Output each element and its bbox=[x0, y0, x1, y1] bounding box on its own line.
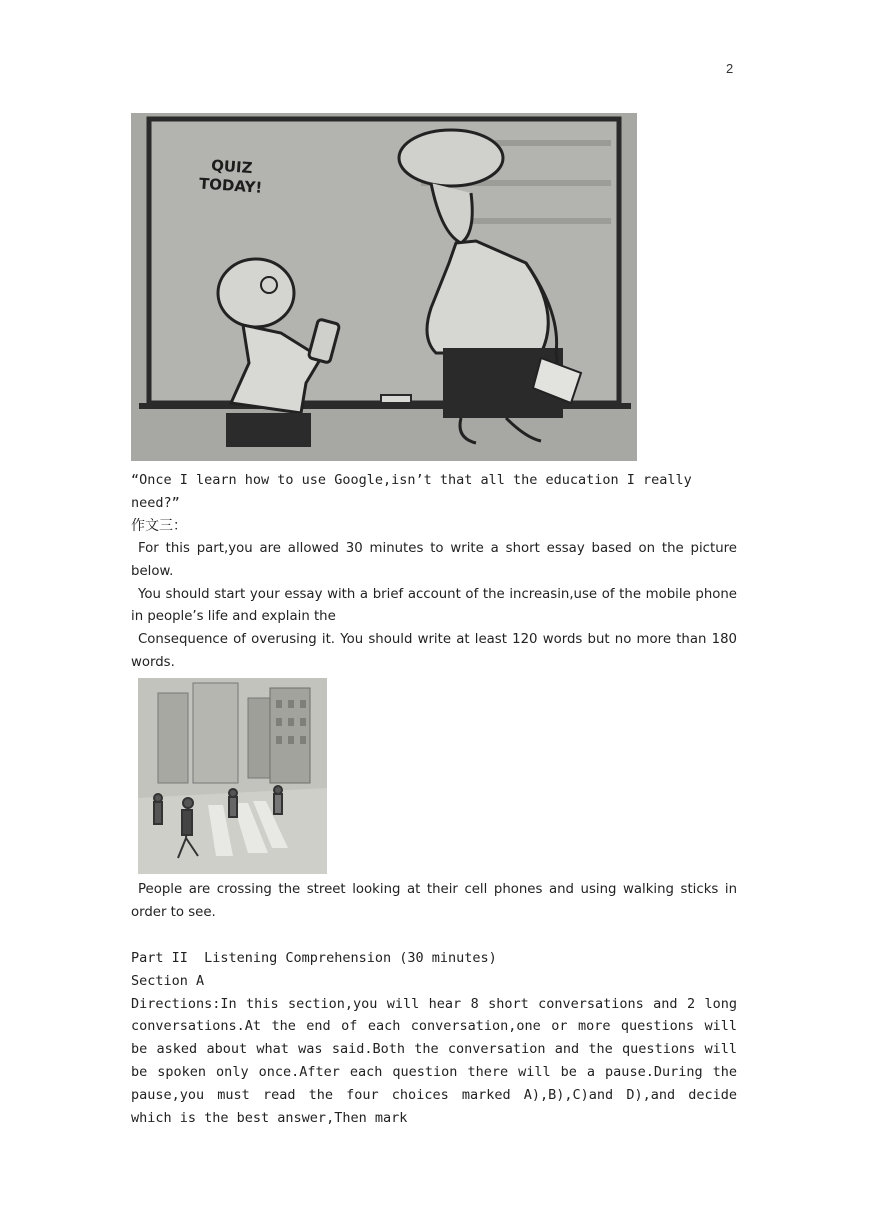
essay-instruction-2: You should start your essay with a brief account of the increasin,use of the mobile phone in people’s life and explain the bbox=[131, 586, 737, 625]
essay-instruction-1: For this part,you are allowed 30 minutes to write a short essay based on the picture below. bbox=[131, 541, 737, 579]
part-title: Part II Listening Comprehension (30 minutes) bbox=[131, 950, 497, 966]
essay-instruction-3: Consequence of overusing it. You should write at least 120 words but no more than 180 words. bbox=[131, 632, 737, 670]
street-drawing bbox=[138, 678, 327, 874]
comic-drawing bbox=[131, 113, 637, 461]
listening-section bbox=[131, 947, 737, 1129]
board-text-quiz: QUIZ bbox=[210, 156, 254, 178]
comic-caption: “Once I learn how to use Google,isn’t that all the education I really need?” bbox=[131, 472, 692, 511]
section-title: Section A bbox=[131, 972, 205, 989]
essay-heading: 作文三： bbox=[131, 518, 187, 534]
street-caption-text: People are crossing the street looking at their cell phones and using walking sticks in order to see. bbox=[131, 882, 737, 920]
page-number: 2 bbox=[726, 61, 734, 76]
board-text-today: TODAY! bbox=[198, 174, 263, 197]
comic-image bbox=[131, 113, 637, 461]
directions-text: Directions:In this section,you will hear 8 short conversations and 2 long conversations.At the end of each conversation,one or more questions will be asked about what was said.Both the conversation and the questions will be spoken only once.After each question there will be a pause.During the pause,you must read the four choices marked A),B),C)and D),and decide which is the best answer,Then mark bbox=[131, 995, 737, 1126]
essay-instructions bbox=[131, 538, 737, 675]
street-caption bbox=[131, 879, 737, 925]
street-image bbox=[138, 678, 327, 874]
